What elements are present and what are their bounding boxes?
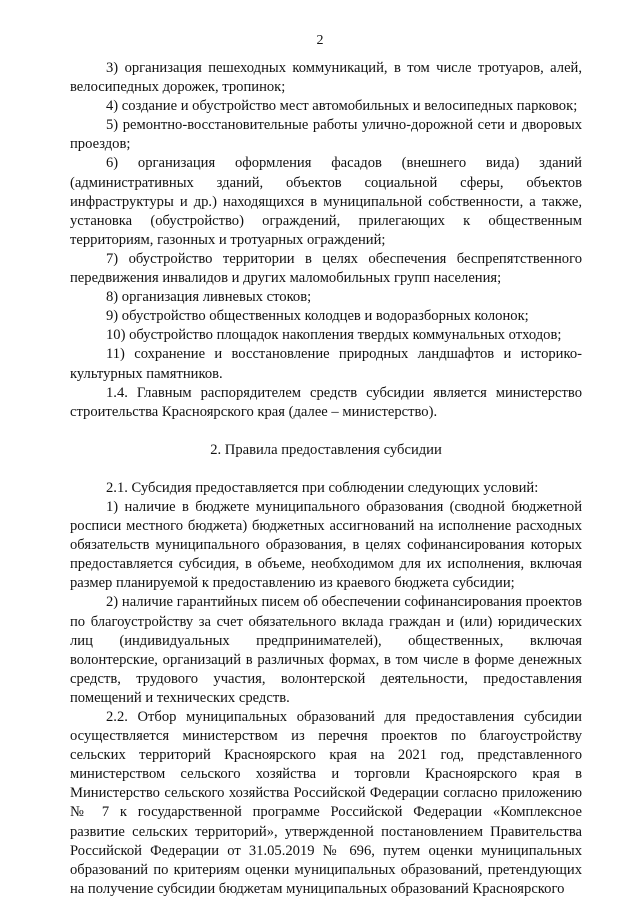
- list-item-10: 10) обустройство площадок накопления твердых коммунальных отходов;: [106, 327, 562, 344]
- list-item-8: 8) организация ливневых стоков;: [106, 289, 312, 306]
- condition-2: 2) наличие гарантийных писем об обеспечении софинансирования проектов по благоустройству за счет обязательного вклада граждан и (или) юридических лиц (индивидуальных предпринимателей), общественных, включая волонтерские, организаций в различных формах, в том числе в форме денежных средств, трудового участия, волонтерской деятельности, предоставления помещений и технических средств.: [70, 594, 582, 706]
- clause-1-4: 1.4. Главным распорядителем средств субсидии является министерство строительства Красноярского края (далее – министерство).: [70, 384, 582, 420]
- section-heading: 2. Правила предоставления субсидии: [210, 441, 442, 458]
- list-item-9: 9) обустройство общественных колодцев и водоразборных колонок;: [106, 308, 529, 325]
- list-item-6: 6) организация оформления фасадов (внешнего вида) зданий (административных зданий, объектов социальной сферы, объектов инфраструктуры и др.) находящихся в муниципальной собственности, а также, установка (обустройство) ограждений, прилегающих к общественным территориям, газонных и тротуарных ограждений;: [70, 155, 582, 248]
- list-item-7: 7) обустройство территории в целях обеспечения беспрепятственного передвижения инвалидов и других маломобильных групп населения;: [70, 250, 582, 287]
- condition-1: 1) наличие в бюджете муниципального образования (сводной бюджетной росписи местного бюджета) бюджетных ассигнований на исполнение расходных обязательств муниципального образования, в целях софинансирования которых предоставляется субсидия, в объеме, необходимом для их исполнения, включая размер планируемой к предоставлению из краевого бюджета субсидии;: [70, 498, 582, 592]
- list-item-11: 11) сохранение и восстановление природных ландшафтов и историко-культурных памятников.: [70, 346, 582, 382]
- list-item-3: 3) организация пешеходных коммуникаций, в том числе тротуаров, алей, велосипедных дорожек, тропинок;: [70, 60, 582, 96]
- list-item-5: 5) ремонтно-восстановительные работы улично-дорожной сети и дворовых проездов;: [70, 117, 582, 153]
- list-item-4: 4) создание и обустройство мест автомобильных и велосипедных парковок;: [106, 98, 578, 115]
- document-body: [70, 59, 582, 899]
- clause-2-2: 2.2. Отбор муниципальных образований для предоставления субсидии осуществляется министерством из перечня проектов по благоустройству сельских территорий Красноярского края на 2021 год, представленного министерством сельского хозяйства и торговли Красноярского края в Министерство сельского хозяйства Российской Федерации согласно приложению № 7 к государственной программе Российской Федерации «Комплексное развитие сельских территорий», утвержденной постановлением Правительства Российской Федерации от 31.05.2019 № 696, путем оценки муниципальных образований по критериям оценки муниципальных образований, претендующих на получение субсидии бюджетам муниципальных образований Красноярского: [70, 709, 582, 897]
- page-number: 2: [316, 33, 324, 48]
- clause-2-1: 2.1. Субсидия предоставляется при соблюдении следующих условий:: [106, 479, 539, 496]
